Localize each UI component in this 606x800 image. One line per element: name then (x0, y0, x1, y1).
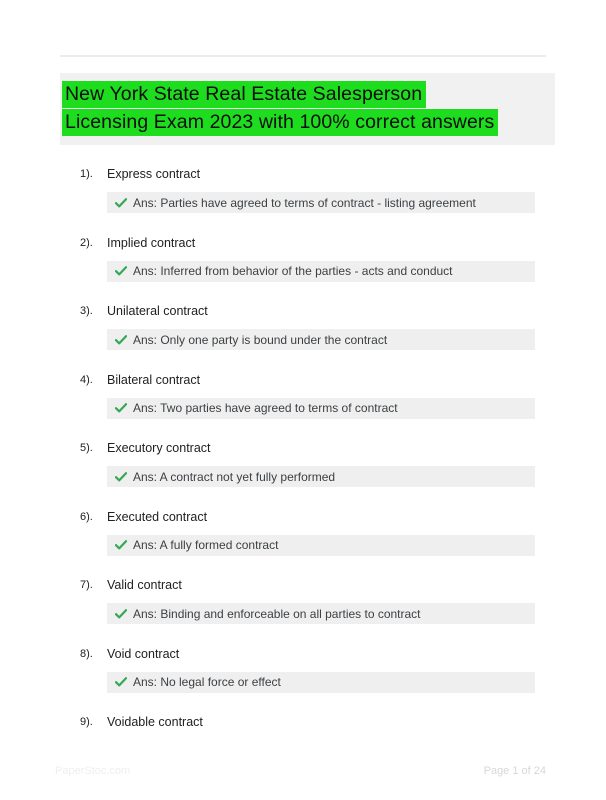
answer-text: Ans: A contract not yet fully performed (133, 469, 336, 484)
check-icon (115, 677, 127, 687)
answer-text: Ans: Two parties have agreed to terms of contract (133, 401, 398, 415)
answer-text: Ans: Binding and enforceable on all parties to contract (133, 606, 421, 621)
question-row (80, 167, 606, 181)
check-icon (115, 266, 127, 276)
question-text: Unilateral contract (107, 304, 208, 318)
qa-item (0, 373, 606, 442)
answer-row (107, 466, 535, 487)
qa-item (0, 236, 606, 305)
question-row (80, 441, 606, 455)
answer-text: Ans: Only one party is bound under the contract (133, 332, 388, 347)
top-divider (60, 55, 546, 57)
answer-row (107, 603, 535, 624)
question-row (80, 578, 606, 592)
check-icon (115, 403, 127, 413)
check-icon (115, 540, 127, 550)
title-box (60, 73, 555, 145)
check-icon (115, 335, 127, 345)
page-title-line-1 (62, 81, 555, 109)
qa-item (0, 167, 606, 236)
answer-row (107, 261, 535, 282)
answer-text: Ans: Inferred from behavior of the parties - acts and conduct (133, 264, 453, 278)
question-text: Void contract (107, 646, 180, 661)
question-row (80, 236, 606, 250)
answer-row (107, 192, 535, 213)
title-highlight-2: Licensing Exam 2023 with 100% correct answers (62, 109, 498, 136)
question-text: Valid contract (107, 578, 182, 592)
question-row (80, 715, 606, 729)
question-row (80, 510, 606, 524)
question-text: Bilateral contract (107, 372, 201, 387)
qa-item (0, 304, 606, 373)
qa-item (0, 647, 606, 716)
question-number: 8). (80, 647, 93, 660)
check-icon (115, 198, 127, 208)
question-row (80, 373, 606, 387)
check-icon (115, 472, 127, 482)
answer-row (107, 672, 535, 693)
question-text: Executory contract (107, 441, 211, 455)
answer-row (107, 398, 535, 419)
question-text: Implied contract (107, 235, 196, 250)
question-number: 1). (80, 168, 93, 180)
qa-item (0, 578, 606, 647)
question-number: 3). (80, 305, 93, 317)
title-highlight-1: New York State Real Estate Salesperson (62, 81, 426, 108)
check-icon (115, 609, 127, 619)
qa-item (0, 441, 606, 510)
question-row (80, 304, 606, 318)
question-number: 2). (80, 236, 93, 249)
answer-row (107, 535, 535, 556)
answer-text: Ans: No legal force or effect (133, 675, 281, 689)
page-title-line-2 (62, 109, 555, 137)
answer-text: Ans: Parties have agreed to terms of contract - listing agreement (133, 195, 476, 210)
watermark: PaperStoc.com (55, 765, 131, 777)
answer-row (107, 329, 535, 350)
question-text: Executed contract (107, 509, 208, 524)
answer-text: Ans: A fully formed contract (133, 538, 279, 552)
question-row (80, 647, 606, 661)
page-indicator: Page 1 of 24 (483, 765, 546, 777)
question-number: 9). (80, 716, 93, 728)
question-number: 7). (80, 579, 93, 591)
qa-list (0, 167, 606, 784)
question-number: 6). (80, 510, 93, 523)
qa-item (0, 510, 606, 579)
question-number: 5). (80, 442, 93, 454)
question-number: 4). (80, 373, 93, 386)
question-text: Voidable contract (107, 715, 203, 729)
question-text: Express contract (107, 167, 201, 181)
